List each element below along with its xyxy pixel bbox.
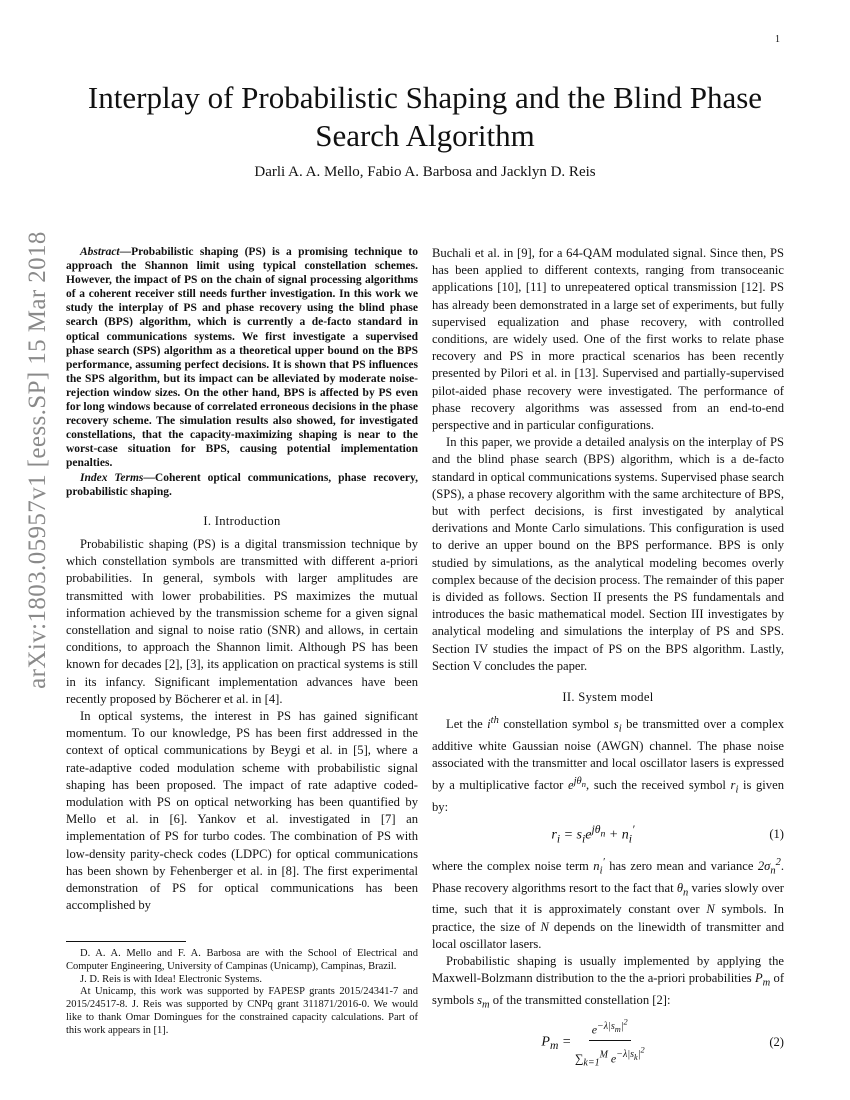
arxiv-stamp: [18, 231, 58, 689]
system-model-paragraph: Probabilistic shaping is usually implemented by applying the Maxwell-Bolzmann distribution to the the a-priori probabilities $P_m$ of symbols $s_m$ of the transmitted constellation [2]:: [432, 953, 785, 1011]
footnote: D. A. A. Mello and F. A. Barbosa are with the School of Electrical and Computer Engineering, University of Campinas (Unicamp), Campinas, Brazil.: [66, 948, 418, 972]
right-column: [432, 245, 784, 1072]
equation-2-number: (2): [769, 1034, 784, 1049]
section-heading-system-model: II. System model: [562, 690, 654, 705]
index-terms-label: Index Terms: [80, 471, 144, 484]
arxiv-id: arXiv:1803.05957v1 [eess.SP] 15 Mar 2018: [24, 231, 51, 689]
equation-1: [432, 822, 784, 848]
left-column: [66, 245, 418, 914]
index-terms: [66, 471, 418, 499]
system-model-paragraph: where the complex noise term $n_i'$ has zero mean and variance $2\sigma_n^2$. Phase recovery algorithms resort to the fact that $\theta_n$ varies slowly over time, such that it is approximately constant over N symbols. In practice, the size of N depends on the linewidth of transmitter and local oscillator lasers.: [432, 856, 785, 951]
equation-1-body: $r_i = s_ie^{j\theta_n} + n_i'$: [551, 823, 635, 846]
intro-paragraph: In optical systems, the interest in PS has gained significant momentum. To our knowledge, PS has been first addressed in the context of optical communications by Beygi et al. in [5], where a rate-adaptive coded modulation scheme with probabilistic signal shaping has been proposed. The impact of rate adaptive coded-modulation with PS on optical networking has been quantified by Mello et al. in [6]. Yankov et al. investigated in [7] an implementation of PS for turbo codes. The combination of PS with low-density parity-check codes (LDPC) for optical communications has been shown by Fehenberger et al. in [8]. The first experimental demonstration of PS for optical communications has been accomplished by: [66, 708, 418, 913]
paper-title: Interplay of Probabilistic Shaping and the Blind Phase Search Algorithm: [87, 80, 763, 153]
section-heading-introduction: I. Introduction: [203, 513, 281, 528]
equation-1-number: (1): [769, 827, 784, 842]
page-number: 1: [775, 34, 780, 45]
footnote: At Unicamp, this work was supported by FAPESP grants 2015/24341-7 and 2015/24517-8. J. Reis was supported by CNPq grant 311871/2016-0. We would like to thank Omar Domingues for the constrained capacity calculations. Part of this work appears in [1].: [66, 986, 418, 1036]
abstract-label: Abstract: [80, 246, 120, 258]
system-model-paragraph: Let the $i^{th}$ constellation symbol $s_i$ be transmitted over a complex additive white Gaussian noise (AWGN) channel. The phase noise associated with the transmitter and local oscillator lasers is expressed by a multiplicative factor $e^{j\theta_n}$, such the received symbol $r_i$ is given by:: [432, 715, 785, 814]
abstract: [66, 245, 418, 471]
author-list: Darli A. A. Mello, Fabio A. Barbosa and Jacklyn D. Reis: [254, 164, 596, 180]
index-terms-text: —Coherent optical communications, phase recovery, probabilistic shaping.: [66, 471, 418, 498]
body-paragraph: In this paper, we provide a detailed analysis on the interplay of PS and the blind phase search (BPS) algorithm, which is a de-facto standard in optical communications systems. Supervised phase search (SPS), a phase recovery algorithm with the same architecture of BPS, but with perfect decisions, is first investigated by analytical derivations and Monte Carlo simulations. This configuration is used to derive an upper bound on the BPS performance. BPS is only studied by simulations, as the analytical modeling becomes overly complex because of the decision process. The remainder of this paper is divided as follows. Section II presents the PS fundamentals and introduces the basic mathematical model. Section III investigates by analytical modeling and simulations the interplay of PS and SPS. Section IV studies the impact of PS on the BPS algorithm. Lastly, Section V concludes the paper.: [432, 435, 784, 673]
intro-paragraph: Probabilistic shaping (PS) is a digital transmission technique by which constellation symbols are transmitted with different a-priori probabilities. In general, symbols with larger amplitudes are transmitted with lower probabilities. PS maximizes the mutual information achieved by the transmission scheme for a given signal constellation and signal to noise ratio (SNR) and allows, in certain conditions, to approach the Shannon limit. Although PS has been known for decades [2], [3], its application on practical systems is still in its infancy. Significant implementation advances have been recently proposed by Böcherer et al. in [4].: [66, 536, 418, 706]
footnote: J. D. Reis is with Idea! Electronic Systems.: [80, 973, 262, 985]
equation-2: [432, 1017, 784, 1069]
body-paragraph: Buchali et al. in [9], for a 64-QAM modulated signal. Since then, PS has been applied to different contexts, ranging from transoceanic applications [10], [11] to unrepeatered optical transmission [12]. PS has already been demonstrated in a large set of experiments, but fully supervised equalization and phase recovery, with controlled conditions, are widely used. One of the first works to relate phase recovery and PS in more practical scenarios has been recently presented by Pilori et al. in [13]. Supervised and partially-supervised pilot-aided phase recovery were investigated. The performance of phase recovery algorithms was assessed from an end-to-end perspective and in particular configurations.: [432, 246, 784, 433]
footnotes: [66, 941, 418, 1038]
abstract-text: —Probabilistic shaping (PS) is a promising technique to approach the Shannon limit using typical constellation schemes. However, the impact of PS on the chain of signal processing algorithms of a coherent receiver still needs further investigation. In this work we study the interplay of PS and phase recovery using the blind phase search (BPS) algorithm, which is currently a de-facto standard in optical communications systems. We first investigate a supervised phase search (SPS) algorithm as a theoretical upper bound on the BPS performance, assuming perfect decisions. It is shown that PS influences the SPS algorithm, but its impact can be alleviated by moderate noise-rejection window sizes. On the other hand, BPS is affected by PS even for long windows because of correlated erroneous decisions in the phase recovery scheme. The simulation results also showed, for investigated constellations, that the capacity-maximizing shaping is near to the worst-case situation for BPS, causing potential implementation penalties.: [66, 246, 418, 470]
footnote-divider: [66, 941, 186, 942]
equation-2-body: $P_m$ = $\frac{e^{-\lambda|s_m|^2}}{\sum_{k=1}^M e^{-\lambda|s_k|^2}}$: [432, 1013, 754, 1071]
